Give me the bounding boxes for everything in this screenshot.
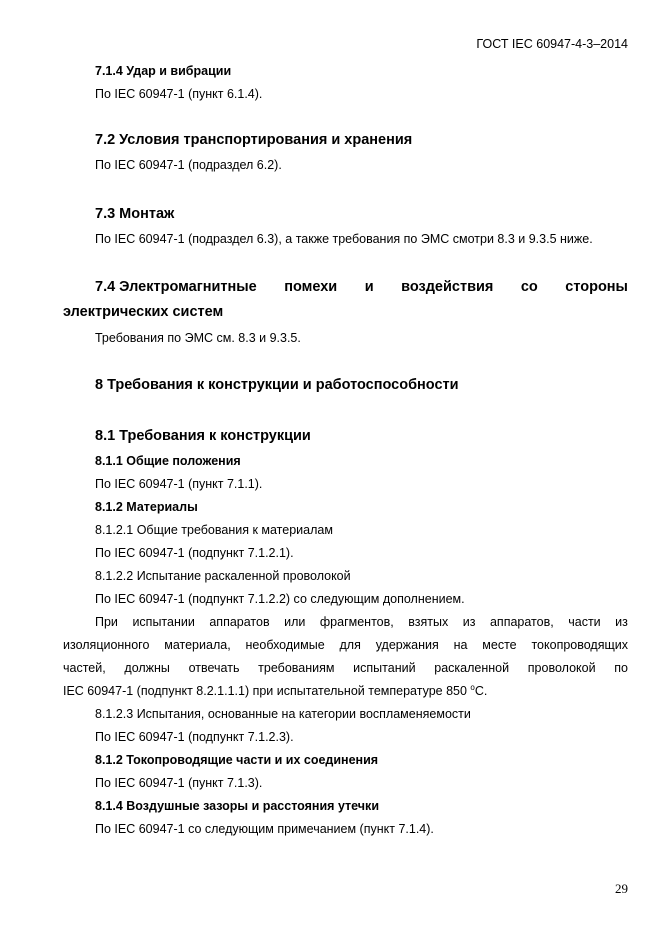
section-8-1-2-2-title: 8.1.2.2 Испытание раскаленной проволокой xyxy=(95,569,351,583)
section-7-4-title-line2: электрических систем xyxy=(63,304,224,320)
section-7-2-title: 7.2 Условия транспортирования и хранения xyxy=(95,132,413,148)
word: испытании xyxy=(132,615,195,629)
section-8-1-4-text: По IEC 60947-1 со следующим примечанием (пункт 7.1.4). xyxy=(95,822,434,836)
document-header: ГОСТ IEC 60947-4-3–2014 xyxy=(476,37,628,51)
word: материала, xyxy=(164,638,231,652)
word: необходимые xyxy=(245,638,325,652)
paragraph-line-2 xyxy=(63,638,628,652)
section-7-4-text: Требования по ЭМС см. 8.3 и 9.3.5. xyxy=(95,331,301,345)
word: отвечать xyxy=(188,661,240,675)
section-8-1-1-text: По IEC 60947-1 (пункт 7.1.1). xyxy=(95,477,263,491)
section-8-1-2-1-text: По IEC 60947-1 (подпункт 7.1.2.1). xyxy=(95,546,294,560)
paragraph-line-4-end: C. xyxy=(474,684,488,698)
title-word: воздействия xyxy=(401,279,494,295)
section-8-1-2-title: 8.1.2 Материалы xyxy=(95,500,198,514)
word: или xyxy=(284,615,306,629)
paragraph-line-4-text: IEC 60947-1 (подпункт 8.2.1.1.1) при испытательной температуре 850 xyxy=(63,684,471,698)
word: токопроводящих xyxy=(531,638,628,652)
word: удержания xyxy=(375,638,439,652)
word: требованиям xyxy=(258,661,335,675)
word: аппаратов xyxy=(209,615,270,629)
word: из xyxy=(615,615,628,629)
degree-symbol: o xyxy=(470,682,475,692)
section-7-1-4-title: 7.1.4 Удар и вибрации xyxy=(95,64,232,78)
section-8-1-2-3-text: По IEC 60947-1 (подпункт 7.1.2.3). xyxy=(95,730,294,744)
word: фрагментов, xyxy=(319,615,394,629)
word: из xyxy=(462,615,476,629)
section-7-4-title-line1 xyxy=(95,279,628,295)
title-word: стороны xyxy=(565,279,628,295)
word: части xyxy=(568,615,601,629)
section-7-2-text: По IEC 60947-1 (подраздел 6.2). xyxy=(95,158,282,172)
paragraph-line-4 xyxy=(63,684,487,698)
word: месте xyxy=(482,638,517,652)
word: аппаратов, xyxy=(489,615,554,629)
word: При xyxy=(95,615,118,629)
paragraph-line-3 xyxy=(63,661,628,675)
word: испытаний xyxy=(353,661,416,675)
word: по xyxy=(614,661,628,675)
title-word: и xyxy=(364,279,374,295)
section-8-title: 8 Требования к конструкции и работоспособности xyxy=(95,377,459,393)
section-8-1-4-title: 8.1.4 Воздушные зазоры и расстояния утечки xyxy=(95,799,380,813)
section-8-1-2b-title: 8.1.2 Токопроводящие части и их соединения xyxy=(95,753,379,767)
section-7-3-title: 7.3 Монтаж xyxy=(95,206,175,222)
section-8-1-2-3-title: 8.1.2.3 Испытания, основанные на категории воспламеняемости xyxy=(95,707,471,721)
word: взятых xyxy=(408,615,449,629)
section-7-1-4-text: По IEC 60947-1 (пункт 6.1.4). xyxy=(95,87,263,101)
word: должны xyxy=(124,661,170,675)
word: раскаленной xyxy=(434,661,510,675)
paragraph-line-1 xyxy=(95,615,628,629)
section-8-1-2b-text: По IEC 60947-1 (пункт 7.1.3). xyxy=(95,776,263,790)
word: для xyxy=(339,638,361,652)
title-word: 7.4 Электромагнитные xyxy=(95,279,257,295)
word: изоляционного xyxy=(63,638,150,652)
title-word: помехи xyxy=(284,279,338,295)
word: частей, xyxy=(63,661,106,675)
word: проволокой xyxy=(527,661,596,675)
section-8-1-2-1-title: 8.1.2.1 Общие требования к материалам xyxy=(95,523,333,537)
section-7-3-text: По IEC 60947-1 (подраздел 6.3), а также требования по ЭМС смотри 8.3 и 9.3.5 ниже. xyxy=(95,232,593,246)
section-8-1-2-2-text: По IEC 60947-1 (подпункт 7.1.2.2) со следующим дополнением. xyxy=(95,592,465,606)
section-8-1-title: 8.1 Требования к конструкции xyxy=(95,428,311,444)
page-number: 29 xyxy=(615,881,628,896)
section-8-1-1-title: 8.1.1 Общие положения xyxy=(95,454,241,468)
word: на xyxy=(453,638,468,652)
title-word: со xyxy=(520,279,538,295)
